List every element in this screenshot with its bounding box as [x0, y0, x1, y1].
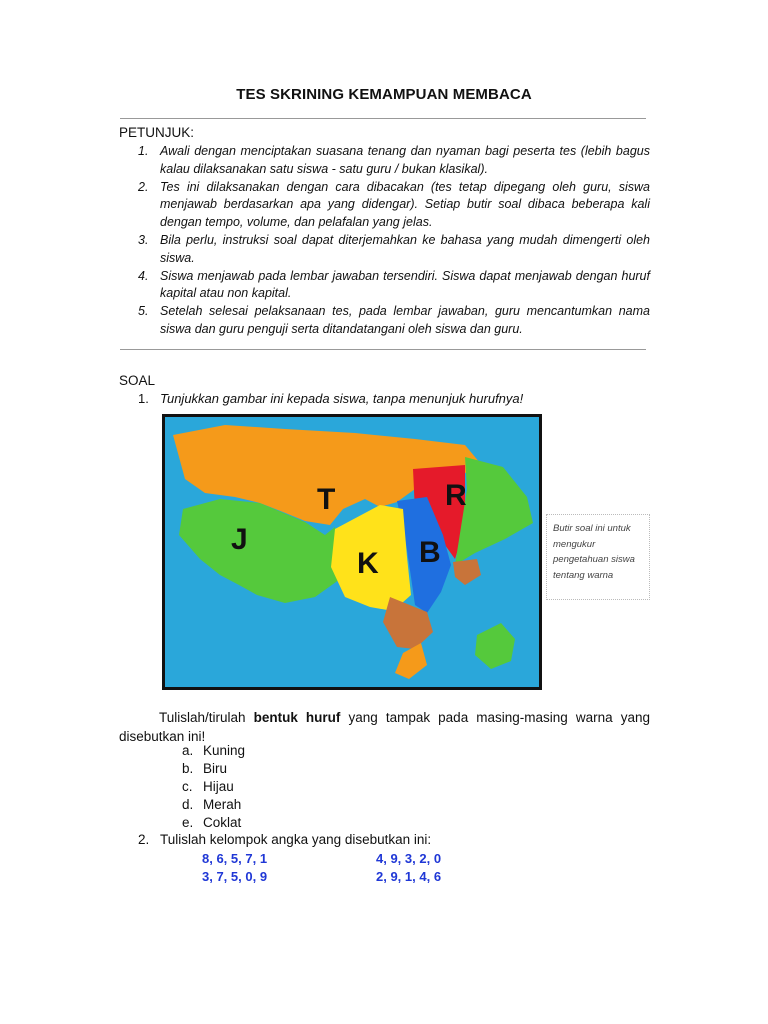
- instruction-text: Setelah selesai pelaksanaan tes, pada lembar jawaban, guru mencantumkan nama siswa dan guru penguji serta ditandatangani oleh siswa dan guru.: [160, 304, 650, 336]
- option-letter: e.: [182, 815, 194, 830]
- instruction-number: 5.: [138, 304, 149, 319]
- question-1: [138, 391, 524, 406]
- map-letter-j: J: [231, 523, 248, 556]
- question-number: 2.: [138, 832, 150, 847]
- instruction-number: 4.: [138, 268, 149, 283]
- instruction-number: 3.: [138, 232, 149, 247]
- instruction-item: [119, 143, 650, 179]
- map-letter-t: T: [317, 483, 336, 516]
- divider: [120, 118, 646, 119]
- option-item: [182, 760, 245, 778]
- question-2: [138, 832, 432, 847]
- map-letter-r: R: [445, 479, 467, 512]
- option-text: Biru: [203, 761, 228, 776]
- instruction-item: [119, 179, 650, 232]
- option-text: Merah: [203, 797, 242, 812]
- option-item: [182, 814, 245, 832]
- instruction-bold: bentuk huruf: [253, 710, 341, 725]
- petunjuk-label: PETUNJUK:: [119, 125, 195, 140]
- instruction-text: Tes ini dilaksanakan dengan cara dibacakan (tes tetap dipegang oleh guru, siswa menjawab berdasarkan apa yang didengar). Setiap butir soal dibaca beberapa kali dengan tempo, volume, dan pelafalan yang jelas.: [160, 179, 650, 230]
- map-letter-k: K: [357, 547, 379, 580]
- instruction-item: [119, 268, 650, 304]
- map-illustration: [165, 417, 539, 687]
- map-letter-b: B: [419, 536, 441, 569]
- page-title: TES SKRINING KEMAMPUAN MEMBACA: [236, 86, 532, 103]
- number-group: 8, 6, 5, 7, 1: [202, 851, 268, 866]
- instruction-item: [119, 232, 650, 268]
- instruction-text: Awali dengan menciptakan suasana tenang dan nyaman bagi peserta tes (lebih bagus kalau dilaksanakan satu siswa - satu guru / bukan klasikal).: [160, 144, 650, 176]
- instruction-text: Siswa menjawab pada lembar jawaban tersendiri. Siswa dapat menjawab dengan huruf kapital atau non kapital.: [160, 268, 650, 301]
- soal-label: SOAL: [119, 373, 156, 388]
- option-item: [182, 796, 245, 814]
- instruction-list: [119, 143, 650, 339]
- bali-color-map: [162, 414, 542, 690]
- question-text: Tulislah kelompok angka yang disebutkan ini:: [160, 832, 432, 847]
- divider: [120, 349, 646, 350]
- instruction-item: [119, 303, 650, 339]
- question-number: 1.: [138, 391, 149, 406]
- number-group: 3, 7, 5, 0, 9: [202, 869, 268, 884]
- note-box: Butir soal ini untuk mengukur pengetahuan siswa tentang warna: [546, 514, 650, 600]
- question-text: Tunjukkan gambar ini kepada siswa, tanpa menunjuk hurufnya!: [160, 391, 524, 406]
- instruction-part: yang tampak pada masing-masing warna yang disebutkan ini!: [119, 710, 650, 744]
- option-letter: c.: [182, 779, 193, 794]
- instruction-part: Tulislah/tirulah: [159, 710, 254, 725]
- option-text: Coklat: [203, 815, 242, 830]
- instruction-number: 1.: [138, 144, 149, 158]
- question-1-instruction: [119, 708, 650, 746]
- instruction-text: Bila perlu, instruksi soal dapat diterjemahkan ke bahasa yang mudah dimengerti oleh siswa.: [160, 232, 650, 265]
- option-letter: a.: [182, 743, 194, 758]
- option-item: [182, 778, 245, 796]
- option-text: Hijau: [203, 779, 234, 794]
- option-item: [182, 742, 245, 760]
- color-option-list: [182, 742, 245, 832]
- instruction-number: 2.: [138, 179, 149, 194]
- option-letter: d.: [182, 797, 194, 812]
- option-text: Kuning: [203, 743, 246, 758]
- number-group: 4, 9, 3, 2, 0: [376, 851, 442, 866]
- number-group: 2, 9, 1, 4, 6: [376, 869, 442, 884]
- option-letter: b.: [182, 761, 194, 776]
